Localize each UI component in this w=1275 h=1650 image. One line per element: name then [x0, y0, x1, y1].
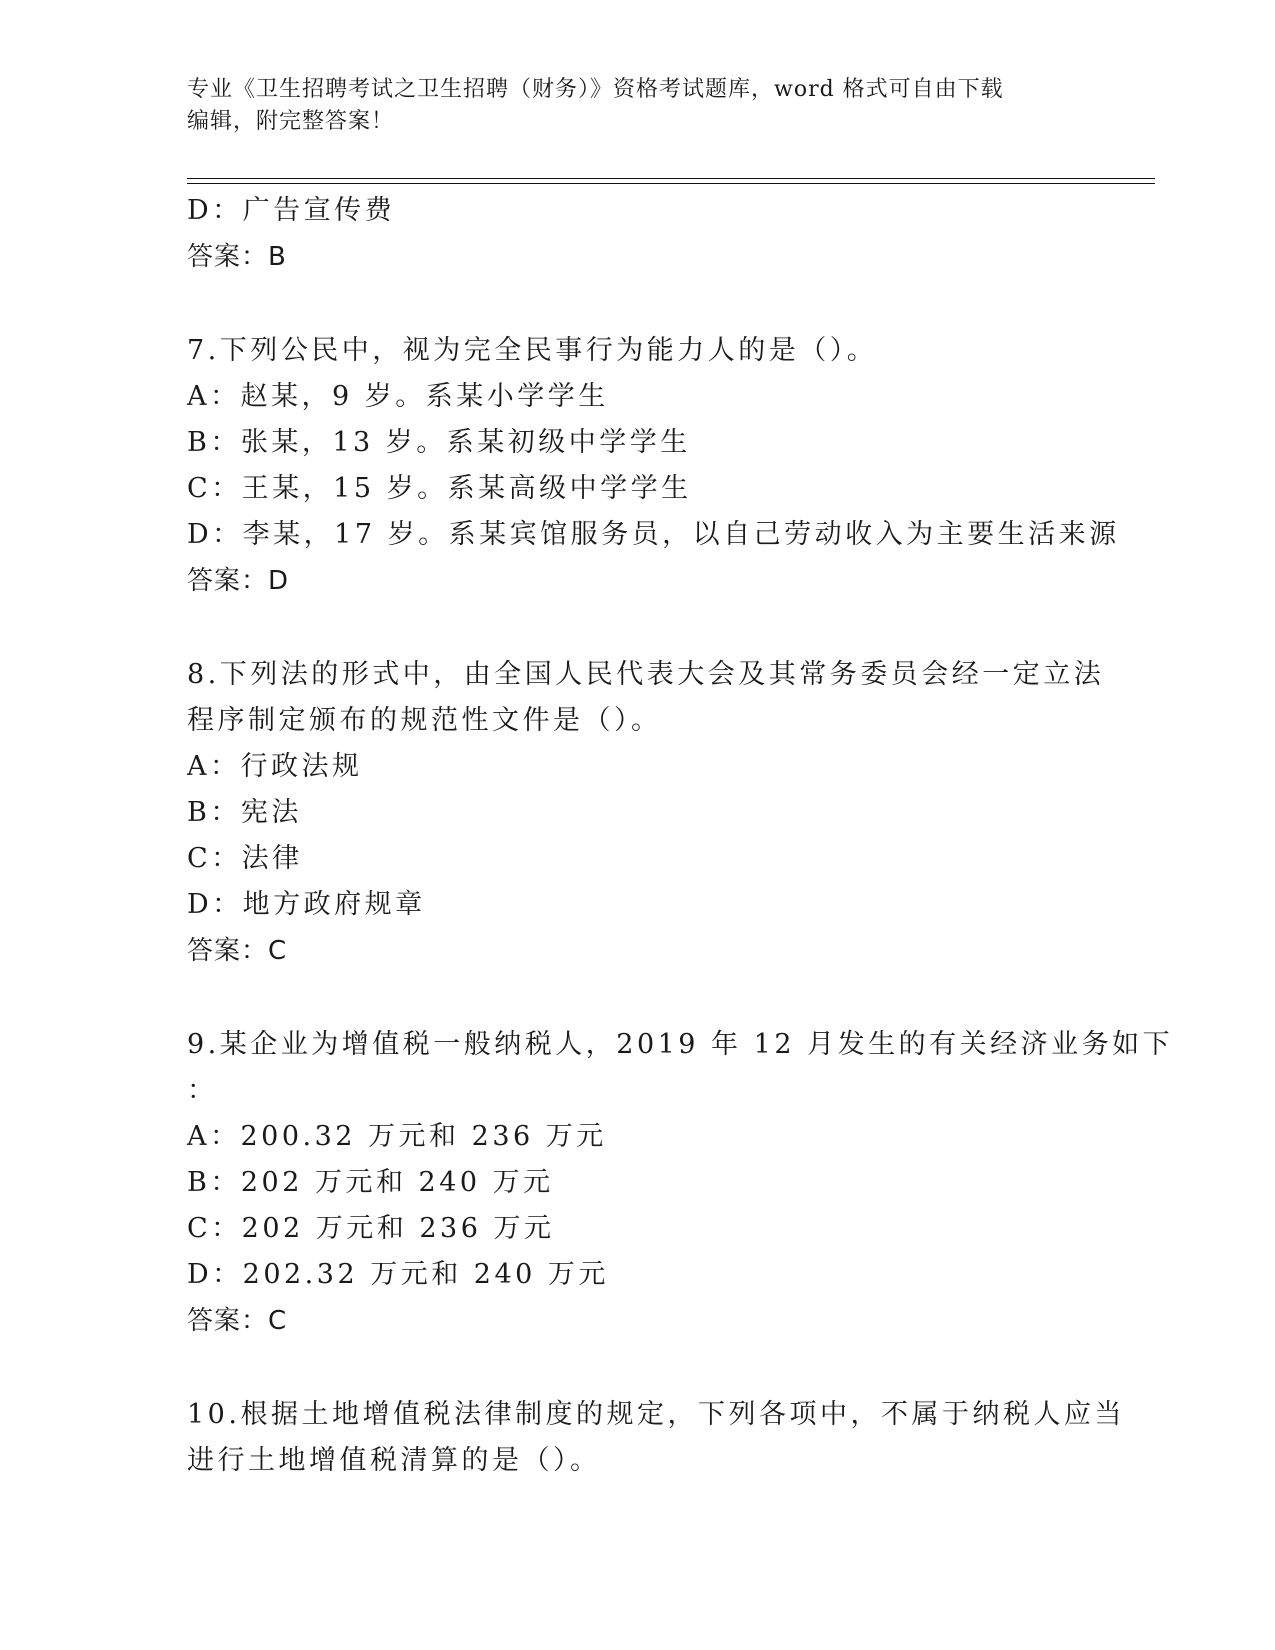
header-divider-bottom — [187, 183, 1155, 184]
question-8 — [187, 652, 1107, 974]
question-10 — [187, 1392, 1125, 1484]
q8-option-d: D：地方政府规章 — [187, 889, 426, 920]
q8-answer: 答案：C — [187, 936, 288, 966]
q6-option-d: D：广告宣传费 — [187, 195, 396, 226]
q7-option-b: B：张某，13 岁。系某初级中学学生 — [187, 427, 691, 458]
q8-question-line-2: 程序制定颁布的规范性文件是（）。 — [187, 705, 662, 736]
q9-option-a: A：200.32 万元和 236 万元 — [187, 1121, 607, 1152]
q6-answer: 答案：B — [187, 242, 287, 272]
q10-question-line-1: 10.根据土地增值税法律制度的规定，下列各项中，不属于纳税人应当 — [187, 1399, 1125, 1430]
q9-option-c: C：202 万元和 236 万元 — [187, 1213, 555, 1244]
q8-option-c: C：法律 — [187, 843, 303, 874]
question-6 — [187, 188, 1107, 280]
q8-option-b: B：宪法 — [187, 797, 302, 828]
header-line-2: 编辑，附完整答案！ — [187, 109, 395, 134]
header-divider-top — [187, 178, 1155, 179]
header-line-1: 专业《卫生招聘考试之卫生招聘（财务）》资格考试题库，word 格式可自由下载 — [187, 77, 1004, 102]
q8-question-line-1: 8.下列法的形式中，由全国人民代表大会及其常务委员会经一定立法 — [187, 659, 1105, 690]
document-body — [187, 188, 1174, 1484]
q7-option-d: D：李某，17 岁。系某宾馆服务员，以自己劳动收入为主要生活来源 — [187, 519, 1120, 550]
q7-answer: 答案：D — [187, 566, 290, 596]
q9-option-d: D：202.32 万元和 240 万元 — [187, 1259, 609, 1290]
question-9 — [187, 1022, 1174, 1344]
document-header — [187, 74, 1087, 138]
q9-question-line-1: 9.某企业为增值税一般纳税人，2019 年 12 月发生的有关经济业务如下 — [187, 1029, 1174, 1060]
q8-option-a: A：行政法规 — [187, 751, 363, 782]
q7-option-a: A：赵某，9 岁。系某小学学生 — [187, 381, 609, 412]
q10-question-line-2: 进行土地增值税清算的是（）。 — [187, 1445, 601, 1476]
question-7 — [187, 328, 1120, 604]
q9-answer: 答案：C — [187, 1306, 288, 1336]
q9-option-b: B：202 万元和 240 万元 — [187, 1167, 554, 1198]
q7-question: 7.下列公民中，视为完全民事行为能力人的是（）。 — [187, 335, 878, 366]
q7-option-c: C：王某，15 岁。系某高级中学学生 — [187, 473, 692, 504]
q9-question-line-2: ： — [187, 1075, 218, 1106]
